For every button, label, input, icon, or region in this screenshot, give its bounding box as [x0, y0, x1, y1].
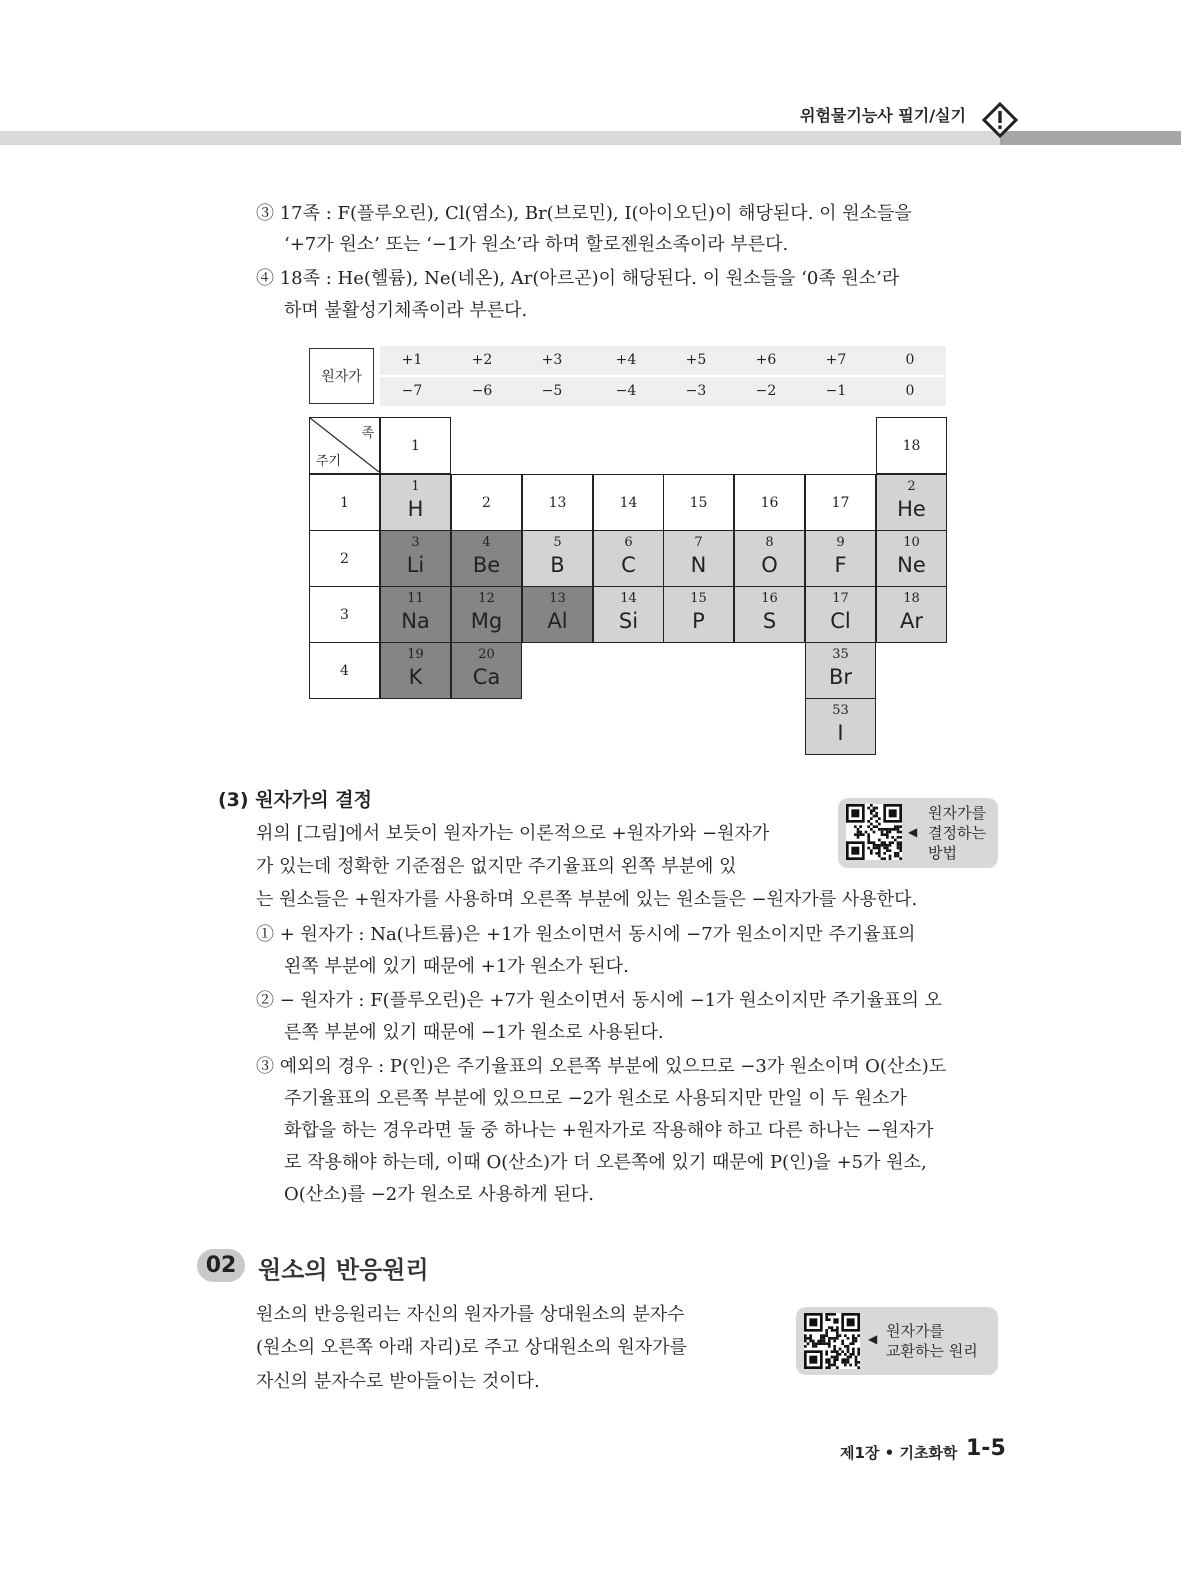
valence-cell: 0: [905, 383, 915, 399]
section3-line: O(산소)를 −2가 원소로 사용하게 된다.: [284, 1184, 594, 1205]
element-cell: [380, 474, 451, 531]
valence-cell: −5: [541, 383, 563, 399]
qr-label-line: 교환하는 원리: [886, 1342, 978, 1360]
section3-line: ② − 원자가 : F(플루오린)은 +7가 원소이면서 동시에 −1가 원소이지만 주기율표의 오: [256, 990, 942, 1011]
element-symbol: Na: [401, 609, 430, 633]
section3-line: 른쪽 부분에 있기 때문에 −1가 원소로 사용된다.: [284, 1022, 664, 1043]
atomic-number: 7: [694, 535, 703, 550]
atomic-number: 15: [690, 591, 707, 606]
valence-negative-row: [380, 377, 946, 406]
element-cell: [451, 642, 522, 699]
element-cell: [734, 586, 805, 643]
cell-label: 17: [831, 494, 850, 511]
valence-cell: −3: [685, 383, 707, 399]
atomic-number: 16: [761, 591, 778, 606]
atomic-number: 10: [903, 535, 920, 550]
element-symbol: N: [690, 553, 707, 577]
element-symbol: I: [837, 721, 844, 745]
cell-label: 14: [619, 494, 638, 511]
qr-label-1: [928, 803, 986, 863]
period-label: [309, 586, 380, 643]
element-symbol: B: [550, 553, 565, 577]
atomic-number: 13: [549, 591, 566, 606]
element-cell: [451, 586, 522, 643]
cell-label: 18: [902, 437, 921, 454]
valence-positive-row: [380, 346, 946, 375]
section3-line: 로 작용해야 하는데, 이때 O(산소)가 더 오른쪽에 있기 때문에 P(인)을 +5가 원소,: [284, 1152, 927, 1173]
valence-cell: +6: [755, 352, 777, 368]
qr-box-valence-method[interactable]: [838, 798, 998, 868]
atomic-number: 19: [407, 647, 424, 662]
element-symbol: C: [621, 553, 636, 577]
atomic-number: 9: [836, 535, 845, 550]
qr-label-line: 원자가를: [886, 1322, 944, 1340]
section02-line: (원소의 오른쪽 아래 자리)로 주고 상대원소의 원자가를: [256, 1337, 687, 1358]
element-symbol: Ca: [472, 665, 501, 689]
element-cell: [876, 586, 947, 643]
element-symbol: Li: [406, 553, 425, 577]
atomic-number: 3: [411, 535, 420, 550]
section3-line: ① + 원자가 : Na(나트륨)은 +1가 원소이면서 동시에 −7가 원소이지만 주기율표의: [256, 924, 916, 945]
group-header: [380, 417, 451, 474]
element-cell: [805, 586, 876, 643]
header-band-accent: [1000, 131, 1181, 145]
group-header: [451, 474, 522, 531]
cell-label: 1: [411, 437, 420, 454]
atomic-number: 4: [482, 535, 491, 550]
cell-label: 13: [548, 494, 567, 511]
cell-label: 3: [340, 606, 349, 623]
element-symbol: S: [762, 609, 777, 633]
section3-heading: (3) 원자가의 결정: [218, 789, 372, 811]
qr-code-icon[interactable]: [804, 1313, 860, 1369]
element-symbol: P: [692, 609, 705, 633]
section3-line: 왼쪽 부분에 있기 때문에 +1가 원소가 된다.: [284, 956, 629, 977]
section3-line: 는 원소들은 +원자가를 사용하며 오른쪽 부분에 있는 원소들은 −원자가를 사용한다.: [256, 889, 918, 910]
element-cell: [734, 530, 805, 587]
element-symbol: Cl: [830, 609, 851, 633]
qr-label-line: 결정하는: [928, 824, 986, 842]
atomic-number: 12: [478, 591, 495, 606]
atomic-number: 35: [832, 647, 849, 662]
corner-group-label: 족: [361, 426, 374, 441]
element-symbol: Br: [828, 665, 853, 689]
section-title: 원소의 반응원리: [258, 1256, 429, 1284]
atomic-number: 18: [903, 591, 920, 606]
element-cell: [380, 530, 451, 587]
qr-label-2: [886, 1321, 978, 1361]
cell-label: 2: [482, 494, 491, 511]
table-corner: [309, 417, 380, 474]
footer-chapter: 제1장 • 기초화학: [840, 1444, 958, 1462]
valence-cell: −4: [615, 383, 637, 399]
cell-label: 1: [340, 494, 349, 511]
atomic-number: 11: [407, 591, 424, 606]
group-header: [805, 474, 876, 531]
para-group18-line2: 하며 불활성기체족이라 부른다.: [284, 300, 528, 321]
element-cell: [876, 530, 947, 587]
element-symbol: He: [897, 497, 926, 521]
para-group17-line1: ③ 17족 : F(플루오린), Cl(염소), Br(브로민), I(아이오딘)이 해당된다. 이 원소들을: [256, 203, 912, 224]
valence-cell: +2: [471, 352, 493, 368]
element-cell: [522, 586, 593, 643]
header-title: 위험물기능사 필기/실기: [800, 106, 966, 125]
valence-cell: +3: [541, 352, 563, 368]
atomic-number: 1: [411, 479, 420, 494]
element-cell: [593, 586, 664, 643]
period-label: [309, 530, 380, 587]
element-cell: [876, 474, 947, 531]
valence-cell: +1: [401, 352, 423, 368]
element-cell: [805, 642, 876, 699]
atomic-number: 6: [624, 535, 633, 550]
section3-line: 화합을 하는 경우라면 둘 중 하나는 +원자가로 작용해야 하고 다른 하나는 −원자가: [284, 1120, 934, 1141]
element-cell: [522, 530, 593, 587]
group-header: [663, 474, 734, 531]
element-symbol: Ne: [897, 553, 926, 577]
element-symbol: Mg: [470, 609, 503, 633]
header-band: [0, 131, 1010, 145]
group-header: [522, 474, 593, 531]
corner-period-label: 주기: [316, 454, 342, 469]
cell-label: 16: [760, 494, 779, 511]
element-symbol: K: [408, 665, 423, 689]
valence-cell: −7: [401, 383, 423, 399]
element-cell: [380, 642, 451, 699]
element-cell: [805, 530, 876, 587]
element-cell: [380, 586, 451, 643]
section3-line: 가 있는데 정확한 기준점은 없지만 주기율표의 왼쪽 부분에 있: [256, 856, 737, 877]
valence-cell: −2: [755, 383, 777, 399]
section-badge: 02: [197, 1249, 245, 1282]
element-symbol: F: [834, 553, 847, 577]
element-symbol: H: [407, 497, 424, 521]
cell-label: 15: [689, 494, 708, 511]
qr-label-line: 방법: [928, 844, 957, 862]
section3-line: 위의 [그림]에서 보듯이 원자가는 이론적으로 +원자가와 −원자가: [256, 823, 770, 844]
section3-line: ③ 예외의 경우 : P(인)은 주기율표의 오른쪽 부분에 있으므로 −3가 원소이며 O(산소)도: [256, 1056, 947, 1077]
atomic-number: 17: [832, 591, 849, 606]
atomic-number: 2: [907, 479, 916, 494]
element-symbol: Ar: [900, 609, 923, 633]
valence-cell: +7: [825, 352, 847, 368]
element-cell: [451, 530, 522, 587]
valence-cell: +5: [685, 352, 707, 368]
group-header: [734, 474, 805, 531]
warning-diamond-icon: [982, 102, 1018, 138]
element-cell: [593, 530, 664, 587]
group-header: [876, 417, 947, 474]
atomic-number: 53: [832, 703, 849, 718]
qr-code-icon[interactable]: [846, 804, 902, 860]
atomic-number: 14: [620, 591, 637, 606]
para-group18-line1: ④ 18족 : He(헬륨), Ne(네온), Ar(아르곤)이 해당된다. 이 원소들을 ‘0족 원소’라: [256, 268, 900, 289]
section02-line: 자신의 분자수로 받아들이는 것이다.: [256, 1371, 540, 1392]
arrow-left-icon: ◀: [908, 825, 918, 839]
valence-cell: −6: [471, 383, 493, 399]
section3-line: 주기율표의 오른쪽 부분에 있으므로 −2가 원소로 사용되지만 만일 이 두 원소가: [284, 1088, 907, 1109]
period-label: [309, 474, 380, 531]
element-symbol: O: [761, 553, 778, 577]
atomic-number: 8: [765, 535, 774, 550]
arrow-left-icon: ◀: [868, 1332, 878, 1346]
para-group17-line2: ‘+7가 원소’ 또는 ‘−1가 원소’라 하며 할로젠원소족이라 부른다.: [284, 234, 789, 255]
section02-line: 원소의 반응원리는 자신의 원자가를 상대원소의 분자수: [256, 1304, 685, 1325]
element-cell: [663, 530, 734, 587]
qr-label-line: 원자가를: [928, 804, 986, 822]
valence-cell: +4: [615, 352, 637, 368]
group-header: [593, 474, 664, 531]
element-cell: [663, 586, 734, 643]
atomic-number: 5: [553, 535, 562, 550]
valence-label: 원자가: [309, 348, 374, 404]
valence-cell: −1: [825, 383, 847, 399]
cell-label: 4: [340, 662, 349, 679]
valence-cell: 0: [905, 352, 915, 368]
cell-label: 2: [340, 550, 349, 567]
atomic-number: 20: [478, 647, 495, 662]
element-cell: [805, 698, 876, 755]
element-symbol: Al: [547, 609, 568, 633]
period-label: [309, 642, 380, 699]
qr-box-valence-exchange[interactable]: [796, 1307, 998, 1375]
element-symbol: Be: [472, 553, 501, 577]
page-number: 1-5: [966, 1436, 1006, 1461]
element-symbol: Si: [618, 609, 639, 633]
